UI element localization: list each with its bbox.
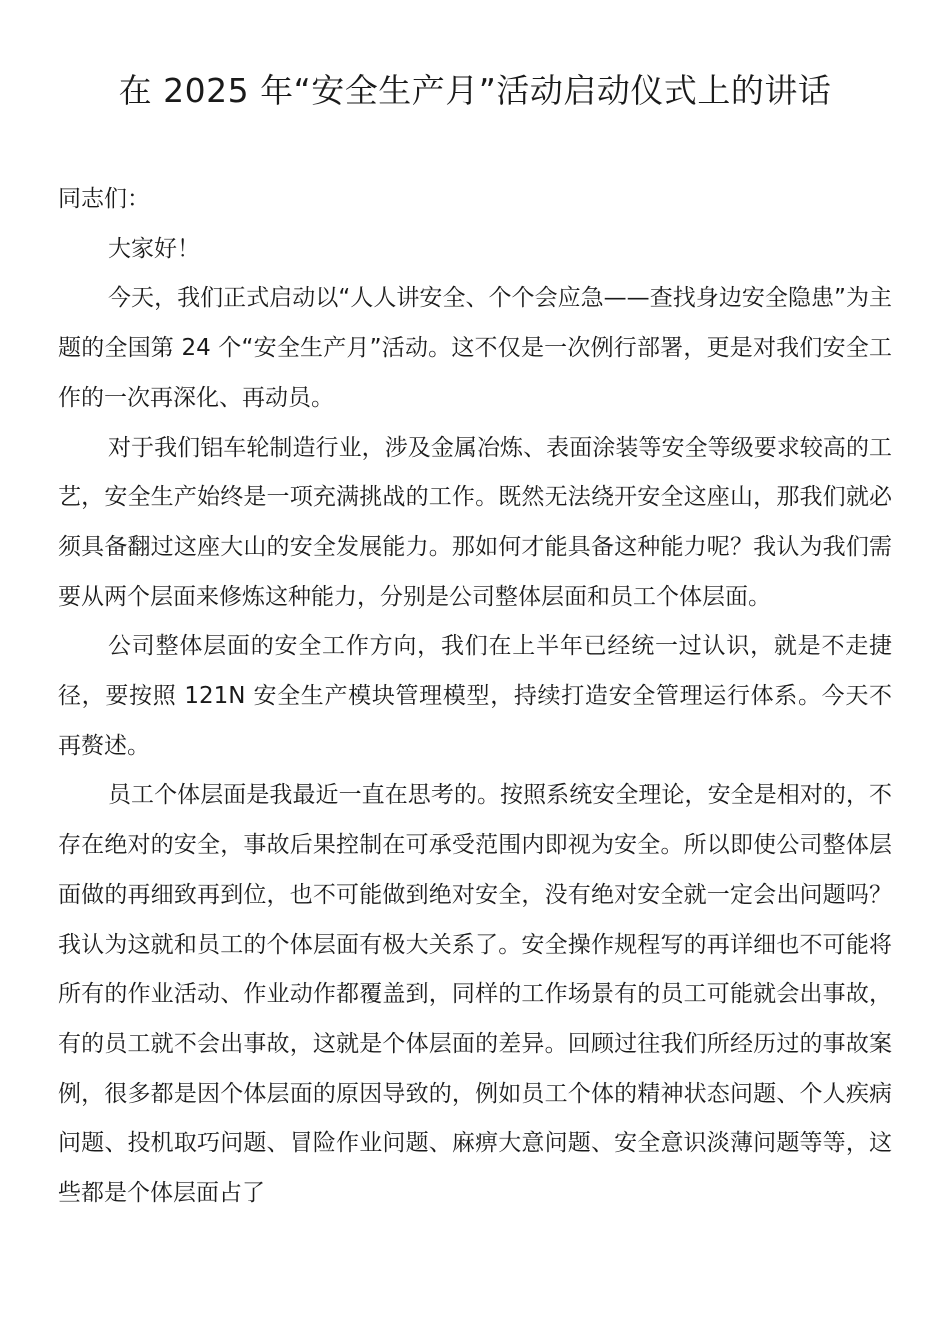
paragraph-industry: 对于我们铝车轮制造行业，涉及金属冶炼、表面涂装等安全等级要求较高的工艺，安全生产始终是一项充满挑战的工作。既然无法绕开安全这座山，那我们就必须具备翻过这座大山的安全发展能力。那如何才能具备这种能力呢？我认为我们需要从两个层面来修炼这种能力，分别是公司整体层面和员工个体层面。 (58, 434, 892, 610)
document-title: 在 2025 年“安全生产月”活动启动仪式上的讲话 (118, 71, 832, 110)
paragraph-employee-level: 员工个体层面是我最近一直在思考的。按照系统安全理论，安全是相对的，不存在绝对的安全，事故后果控制在可承受范围内即视为安全。所以即使公司整体层面做的再细致再到位，也不可能做到绝对安全，没有绝对安全就一定会出问题吗？我认为这就和员工的个体层面有极大关系了。安全操作规程写的再详细也不可能将所有的作业活动、作业动作都覆盖到，同样的工作场景有的员工可能就会出事故，有的员工就不会出事故，这就是个体层面的差异。回顾过往我们所经历过的事故案例，很多都是因个体层面的原因导致的，例如员工个体的精神状态问题、个人疾病问题、投机取巧问题、冒险作业问题、麻痹大意问题、安全意识淡薄问题等等，这些都是个体层面占了 (58, 782, 892, 1207)
paragraph-launch: 今天，我们正式启动以“人人讲安全、个个会应急——查找身边安全隐患”为主题的全国第 24 个“安全生产月”活动。这不仅是一次例行部署，更是对我们安全工作的一次再深化、再动员。 (58, 285, 892, 411)
document-body (58, 175, 892, 1219)
paragraph-company-level: 公司整体层面的安全工作方向，我们在上半年已经统一过认识，就是不走捷径，要按照 121N 安全生产模块管理模型，持续打造安全管理运行体系。今天不再赘述。 (58, 633, 892, 759)
salutation: 同志们： (58, 186, 150, 212)
paragraph-greeting: 大家好！ (108, 235, 200, 262)
